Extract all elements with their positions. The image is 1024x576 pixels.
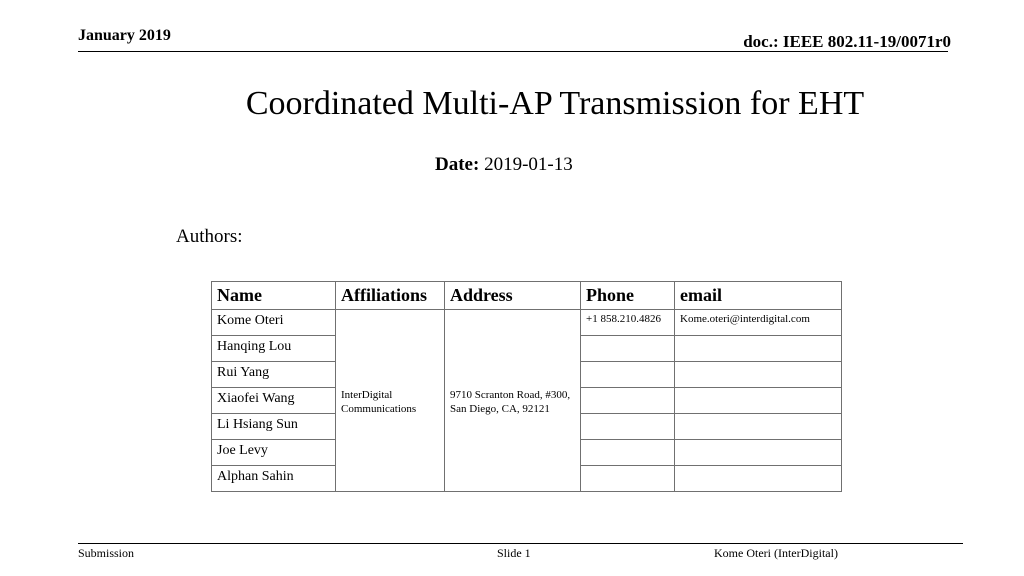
column-header-name: Name [212, 282, 336, 310]
email-cell [675, 440, 842, 466]
column-header-affiliations: Affiliations [336, 282, 445, 310]
authors-label: Authors: [176, 226, 243, 247]
header-divider [78, 51, 948, 52]
date-value: 2019-01-13 [484, 154, 573, 175]
table-row [212, 310, 842, 336]
column-header-phone: Phone [581, 282, 675, 310]
header-date: January 2019 [78, 27, 171, 44]
authors-table [211, 281, 842, 492]
slide-title: Coordinated Multi-AP Transmission for EHT [245, 85, 865, 122]
author-name: Rui Yang [212, 362, 336, 388]
phone-cell [581, 336, 675, 362]
affiliation-cell: InterDigital Communications [336, 310, 445, 492]
email-cell [675, 388, 842, 414]
author-name: Hanqing Lou [212, 336, 336, 362]
phone-cell [581, 466, 675, 492]
phone-cell [581, 414, 675, 440]
author-name: Joe Levy [212, 440, 336, 466]
email-cell [675, 414, 842, 440]
footer-author: Kome Oteri (InterDigital) [714, 546, 838, 560]
column-header-email: email [675, 282, 842, 310]
date-label: Date: [435, 154, 480, 175]
email-cell [675, 362, 842, 388]
date-line [435, 154, 573, 176]
footer-divider [78, 543, 963, 544]
phone-cell: +1 858.210.4826 [581, 310, 675, 336]
footer-slide-number: Slide 1 [497, 546, 531, 560]
email-cell: Kome.oteri@interdigital.com [675, 310, 842, 336]
footer-submission: Submission [78, 546, 135, 560]
email-cell [675, 336, 842, 362]
phone-cell [581, 362, 675, 388]
column-header-address: Address [445, 282, 581, 310]
table-header-row [212, 282, 842, 310]
address-cell: 9710 Scranton Road, #300, San Diego, CA, 92121 [445, 310, 581, 492]
header-doc-id: doc.: IEEE 802.11-19/0071r0 [743, 32, 951, 51]
author-name: Li Hsiang Sun [212, 414, 336, 440]
author-name: Xiaofei Wang [212, 388, 336, 414]
author-name: Kome Oteri [212, 310, 336, 336]
phone-cell [581, 388, 675, 414]
phone-cell [581, 440, 675, 466]
author-name: Alphan Sahin [212, 466, 336, 492]
email-cell [675, 466, 842, 492]
